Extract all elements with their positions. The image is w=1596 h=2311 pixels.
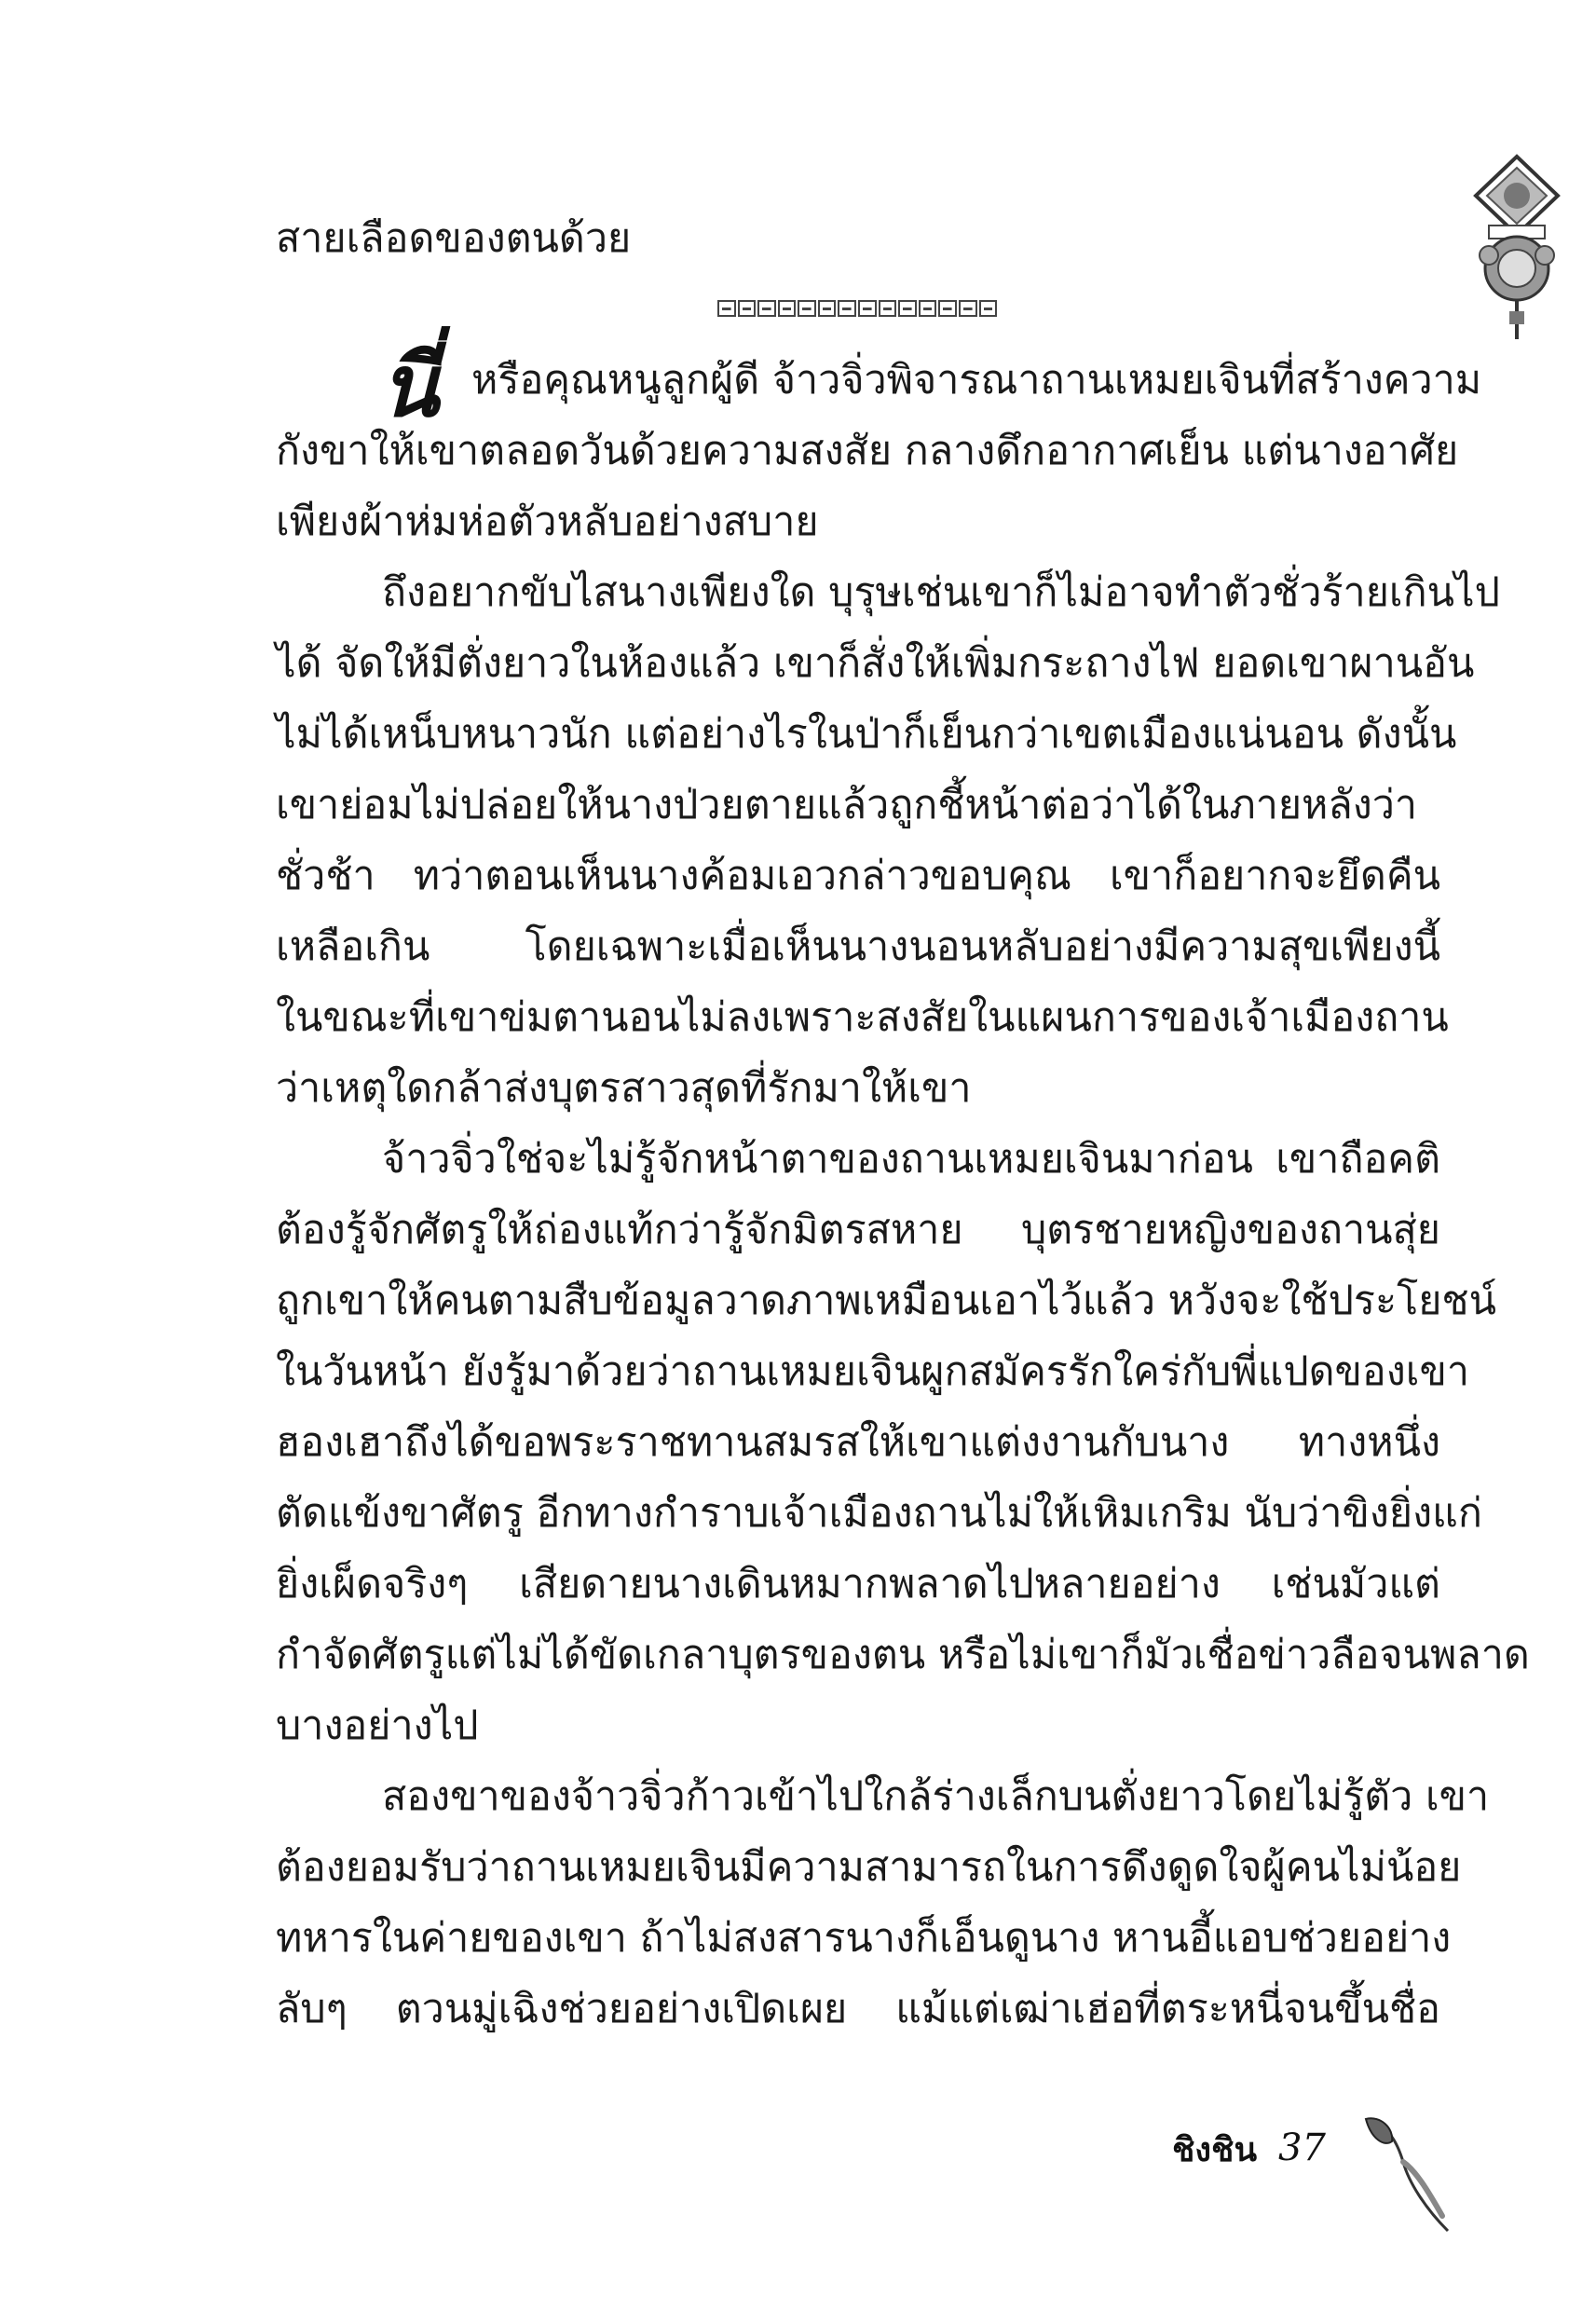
body-line: ต้องยอมรับว่าถานเหมยเจินมีความสามารถในการดึงดูดใจผู้คนไม่น้อย <box>276 1844 1462 1891</box>
first-line: หรือคุณหนูลูกผู้ดี จ้าวจิ่วพิจารณาถานเหมยเจินที่สร้างความ <box>471 357 1482 403</box>
body-line: ตัดแข้งขาศัตรู อีกทางกำราบเจ้าเมืองถานไม่ให้เหิมเกริม นับว่าขิงยิ่งแก่ <box>276 1490 1482 1537</box>
body-line: ในวันหน้า ยังรู้มาด้วยว่าถานเหมยเจินผูกสมัครรักใคร่กับพี่แปดของเขา <box>276 1348 1469 1395</box>
body-line: ยิ่งเผ็ดจริงๆ เสียดายนางเดินหมากพลาดไปหลายอย่าง เช่นมัวแต่ <box>276 1561 1440 1607</box>
quill-feather-icon <box>1360 2115 1453 2236</box>
opening-line: สายเลือดของตนด้วย <box>276 215 632 262</box>
body-line: บางอย่างไป <box>276 1702 479 1749</box>
body-line: ลับๆ ตวนมู่เฉิงช่วยอย่างเปิดเผย แม้แต่เฒ่าเฮ่อที่ตระหนี่จนขึ้นชื่อ <box>276 1986 1440 2032</box>
body-line: เพียงผ้าห่มห่อตัวหลับอย่างสบาย <box>276 499 819 545</box>
body-line: ทหารในค่ายของเขา ถ้าไม่สงสารนางก็เอ็นดูนาง หานอี้แอบช่วยอย่าง <box>276 1915 1452 1962</box>
body-line: ต้องรู้จักศัตรูให้ถ่องแท้กว่ารู้จักมิตรสหาย บุตรชายหญิงของถานสุ่ย <box>276 1207 1440 1253</box>
body-line: สองขาของจ้าวจิ่วก้าวเข้าไปใกล้ร่างเล็กบนตั่งยาวโดยไม่รู้ตัว เขา <box>382 1773 1490 1820</box>
page-number: 37 <box>1278 2126 1326 2169</box>
body-line: ในขณะที่เขาข่มตานอนไม่ลงเพราะสงสัยในแผนการของเจ้าเมืองถาน <box>276 994 1449 1041</box>
body-line: ชั่วช้า ทว่าตอนเห็นนางค้อมเอวกล่าวขอบคุณ เขาก็อยากจะยึดคืน <box>276 853 1440 899</box>
diamond-medallion-ornament-icon <box>1468 153 1565 349</box>
body-line: ถึงอยากขับไสนางเพียงใด บุรุษเช่นเขาก็ไม่อาจทำตัวชั่วร้ายเกินไป <box>382 569 1500 616</box>
body-line: ถูกเขาให้คนตามสืบข้อมูลวาดภาพเหมือนเอาไว้แล้ว หวังจะใช้ประโยชน์ <box>276 1278 1496 1324</box>
body-line: เขาย่อมไม่ปล่อยให้นางป่วยตายแล้วถูกชี้หน้าต่อว่าได้ในภายหลังว่า <box>276 782 1418 828</box>
body-line: กังขาให้เขาตลอดวันด้วยความสงสัย กลางดึกอากาศเย็น แต่นางอาศัย <box>276 428 1459 474</box>
body-line: กำจัดศัตรูแต่ไม่ได้ขัดเกลาบุตรของตน หรือไม่เขาก็มัวเชื่อข่าวลือจนพลาด <box>276 1632 1530 1678</box>
section-separator <box>717 300 997 321</box>
running-footer-title: ชิงชิน <box>1172 2130 1258 2169</box>
body-line: ว่าเหตุใดกล้าส่งบุตรสาวสุดที่รักมาให้เขา <box>276 1065 972 1112</box>
body-line: ไม่ได้เหน็บหนาวนัก แต่อย่างไรในป่าก็เย็นกว่าเขตเมืองแน่นอน ดังนั้น <box>276 711 1457 758</box>
body-line: จ้าวจิ่วใช่จะไม่รู้จักหน้าตาของถานเหมยเจินมาก่อน เขาถือคติ <box>382 1136 1440 1183</box>
dropcap: นี่ <box>380 335 439 436</box>
body-line: ได้ จัดให้มีตั่งยาวในห้องแล้ว เขาก็สั่งให้เพิ่มกระถางไฟ ยอดเขาผานอัน <box>276 640 1475 687</box>
body-line: ฮองเฮาถึงได้ขอพระราชทานสมรสให้เขาแต่งงานกับนาง ทางหนึ่ง <box>276 1419 1440 1466</box>
body-line: เหลือเกิน โดยเฉพาะเมื่อเห็นนางนอนหลับอย่างมีความสุขเพียงนี้ <box>276 923 1440 970</box>
